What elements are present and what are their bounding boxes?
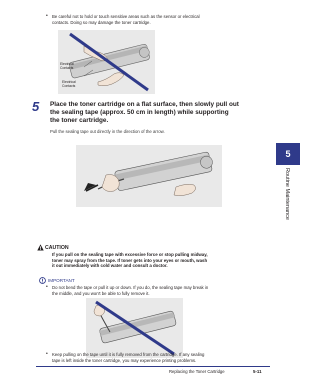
chapter-tab: 5	[276, 143, 300, 165]
top-note-line2: contacts. Doing so may damage the toner cartridge.	[52, 20, 151, 25]
important-bullet1-line1: Do not bend the tape or pull it up or down. If you do, the sealing tape may break in	[52, 285, 209, 290]
chapter-side-label: Routine Maintenance	[284, 168, 290, 220]
caution-line1: If you pull on the sealing tape with excessive force or stop pulling midway,	[52, 252, 208, 257]
step-subtext: Pull the sealing tape out directly in the direction of the arrow.	[50, 129, 165, 134]
important-bullet1-line2: the middle, and you won't be able to fully remove it.	[52, 291, 150, 296]
step-title-line3: the toner cartridge.	[50, 117, 109, 125]
caution-title: CAUTION	[45, 245, 69, 251]
bullet: •	[46, 13, 48, 19]
caution-line3: it out immediately with cold water and consult a doctor.	[52, 263, 168, 269]
pull-tape-figure	[76, 145, 222, 207]
label-contacts-2b: Contacts	[62, 84, 76, 88]
page-number: 5-11	[253, 369, 262, 374]
footer-rule	[36, 366, 270, 367]
bend-tape-illustration	[86, 298, 183, 358]
label-contacts-1a: Electrical	[60, 62, 74, 66]
top-note-line1: Be careful not to hold or touch sensitive areas such as the sensor or electrical	[52, 14, 200, 19]
bend-prohibited-figure	[86, 298, 183, 358]
label-contacts-2a: Electrical	[62, 80, 76, 84]
label-contacts-1b: Contacts	[60, 66, 74, 70]
step-title-line2: the sealing tape (approx. 50 cm in length) while supporting	[50, 109, 229, 117]
step-number: 5	[32, 99, 40, 114]
bullet: •	[46, 351, 48, 357]
bullet: •	[46, 284, 48, 290]
important-bullet2-line1: Keep pulling on the tape until it is fully removed from the cartridge. If any sealing	[52, 352, 205, 357]
important-bullet2-line2: tape is left inside the toner cartridge, you may experience printing problems.	[52, 358, 197, 363]
caution-body	[52, 252, 267, 269]
contacts-warning-figure	[58, 30, 155, 94]
step-title	[50, 101, 265, 126]
pull-tape-illustration	[76, 145, 222, 207]
important-icon	[39, 277, 46, 284]
warning-triangle-icon	[37, 244, 44, 251]
important-title: IMPORTANT	[48, 278, 75, 283]
caution-line2: toner may spray from the tape. If toner gets into your eyes or mouth, wash	[52, 257, 208, 263]
footer-title: Replacing the Toner Cartridge	[169, 369, 225, 374]
step-title-line1: Place the toner cartridge on a flat surface, then slowly pull out	[50, 101, 239, 108]
